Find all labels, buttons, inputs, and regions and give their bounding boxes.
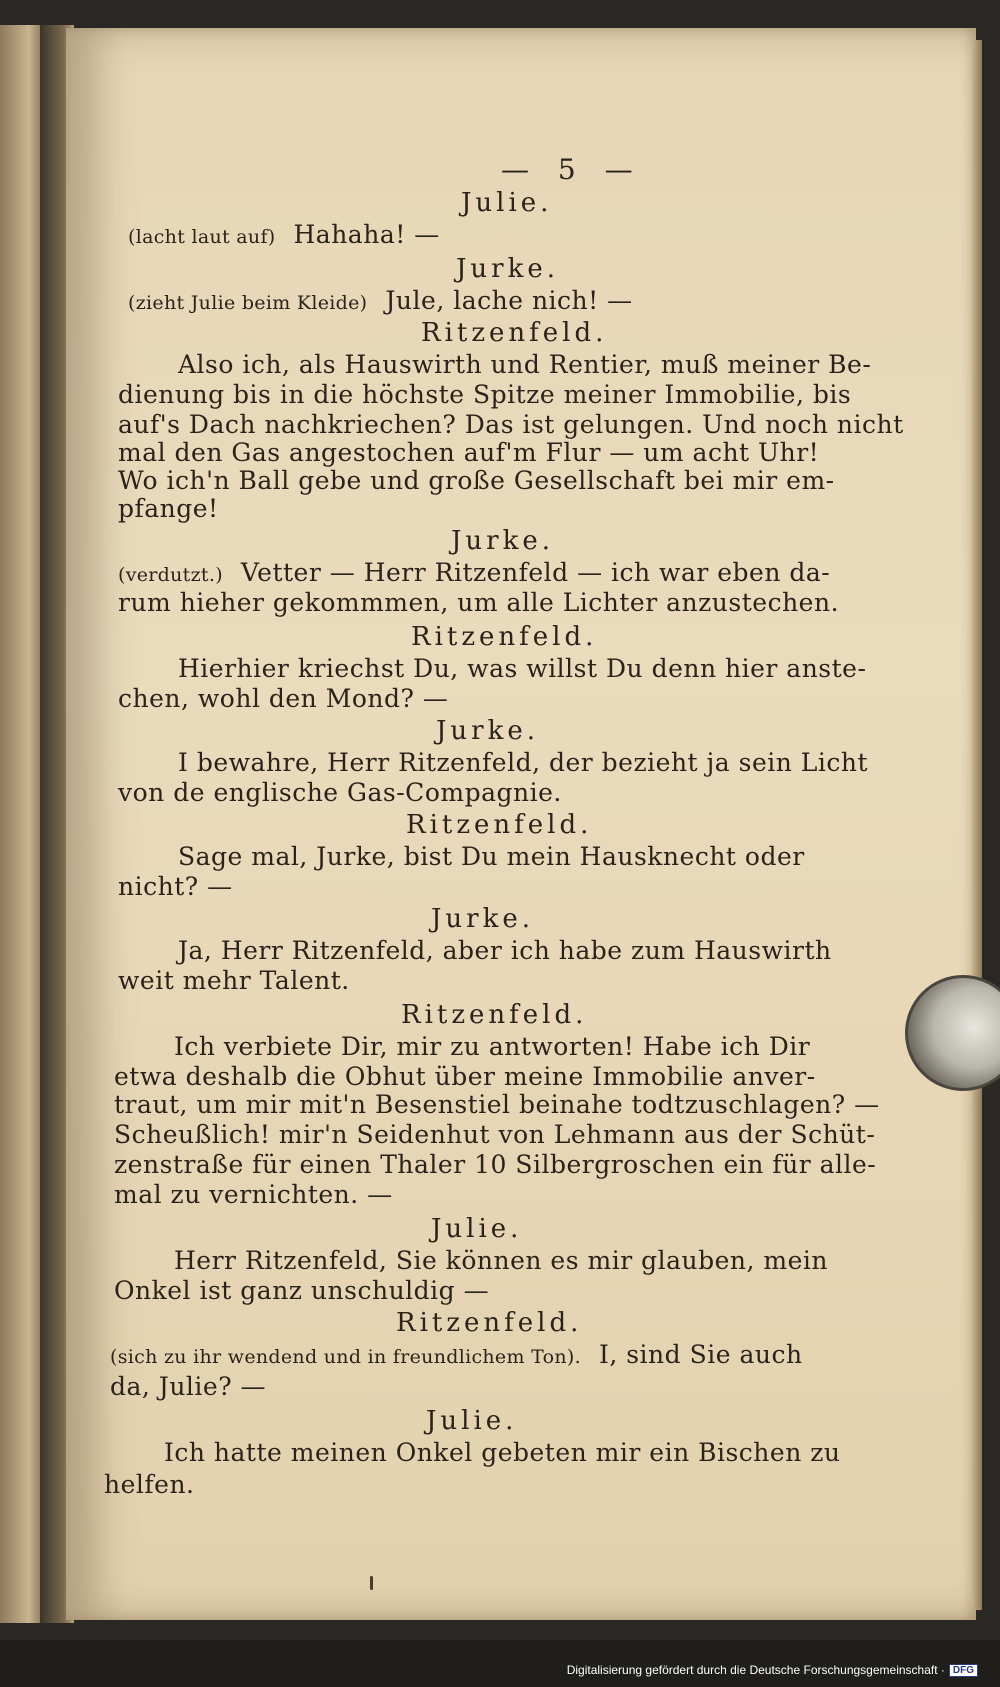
speaker-name: Jurke.: [431, 904, 535, 934]
speech-text: I, sind Sie auch: [598, 1340, 803, 1369]
speech-line: auf's Dach nachkriechen? Das ist gelungen. Und noch nicht: [118, 410, 904, 439]
speech-text: Vetter — Herr Ritzenfeld — ich war eben da-: [240, 558, 831, 587]
speaker-name: Ritzenfeld.: [421, 318, 608, 348]
speaker-name: Julie.: [426, 1406, 518, 1436]
speech-line: dienung bis in die höchste Spitze meiner Immobilie, bis: [118, 380, 852, 409]
speech-line: Ich hatte meinen Onkel gebeten mir ein Bischen zu: [164, 1438, 841, 1467]
speech-line: Wo ich'n Ball gebe und große Gesellschaft bei mir em-: [118, 466, 835, 495]
speaker-name: Julie.: [461, 188, 553, 218]
speech-line: Herr Ritzenfeld, Sie können es mir glauben, mein: [174, 1246, 828, 1275]
page-text: [66, 28, 976, 1620]
speech-line: etwa deshalb die Obhut über meine Immobilie anver-: [114, 1062, 816, 1091]
speech-text: Hahaha! —: [293, 220, 440, 249]
page-number: — 5 —: [501, 153, 643, 186]
speech-line: Ich verbiete Dir, mir zu antworten! Habe ich Dir: [174, 1032, 811, 1061]
speech-line: nicht? —: [118, 872, 233, 901]
speaker-name: Jurke.: [436, 716, 540, 746]
speech-line: mal den Gas angestochen auf'm Flur — um acht Uhr!: [118, 438, 820, 467]
speech-line: weit mehr Talent.: [118, 966, 350, 995]
speech-line: chen, wohl den Mond? —: [118, 684, 449, 713]
speaker-name: Ritzenfeld.: [406, 810, 593, 840]
speaker-name: Ritzenfeld.: [411, 622, 598, 652]
speech-line: Onkel ist ganz unschuldig —: [114, 1276, 490, 1305]
speaker-name: Jurke.: [451, 526, 555, 556]
speaker-name: Ritzenfeld.: [396, 1308, 583, 1338]
speech-line: zenstraße für einen Thaler 10 Silbergroschen ein für alle-: [114, 1150, 877, 1179]
speech-line: Ja, Herr Ritzenfeld, aber ich habe zum Hauswirth: [178, 936, 832, 965]
speaker-name: Ritzenfeld.: [401, 1000, 588, 1030]
stage-direction: (lacht laut auf): [128, 226, 276, 248]
speech-line: [110, 1340, 803, 1369]
speech-line: Sage mal, Jurke, bist Du mein Hausknecht oder: [178, 842, 805, 871]
ink-speck: [370, 1576, 373, 1590]
stage-direction: (zieht Julie beim Kleide): [128, 292, 368, 314]
speech-line: Hierhier kriechst Du, was willst Du denn hier anste-: [178, 654, 867, 683]
book-page: [66, 28, 976, 1620]
speech-line: Also ich, als Hauswirth und Rentier, muß meiner Be-: [178, 350, 872, 379]
dfg-logo: DFG: [949, 1664, 978, 1677]
footer-credit: Digitalisierung gefördert durch die Deutsche Forschungsgemeinschaft ·: [566, 1663, 945, 1677]
stage-direction: (sich zu ihr wendend und in freundlichem Ton).: [110, 1346, 581, 1368]
digitization-footer: [567, 1663, 978, 1677]
speech-line: helfen.: [104, 1470, 195, 1499]
speech-line: I bewahre, Herr Ritzenfeld, der bezieht ja sein Licht: [178, 748, 869, 777]
speech-line: [128, 286, 633, 315]
speech-line: mal zu vernichten. —: [114, 1180, 393, 1209]
speech-line: da, Julie? —: [110, 1372, 267, 1401]
speech-line: rum hieher gekommmen, um alle Lichter anzustechen.: [118, 588, 840, 617]
speech-line: [128, 220, 440, 249]
speech-text: Jule, lache nich! —: [385, 286, 633, 315]
speech-line: pfange!: [118, 494, 219, 523]
page-fore-edge: [972, 40, 982, 1610]
speech-line: traut, um mir mit'n Besenstiel beinahe todtzuschlagen? —: [114, 1090, 880, 1119]
speaker-name: Jurke.: [456, 254, 560, 284]
speech-line: [118, 558, 830, 587]
speech-line: von de englische Gas-Compagnie.: [118, 778, 562, 807]
stage-direction: (verdutzt.): [118, 564, 223, 586]
speaker-name: Julie.: [431, 1214, 523, 1244]
speech-line: Scheußlich! mir'n Seidenhut von Lehmann aus der Schüt-: [114, 1120, 876, 1149]
